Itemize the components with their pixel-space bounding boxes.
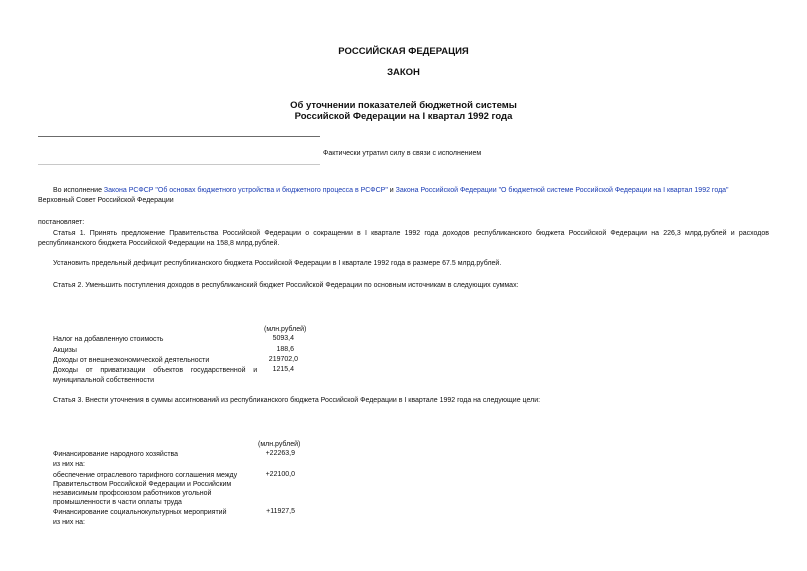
deficit-text: Установить предельный дефицит республиканского бюджета Российской Федерации в I квартале 1992 года в размере 67.5 млрд.рублей. — [53, 260, 502, 267]
separator-line — [38, 136, 320, 137]
table1-row-value: 219702,0 — [268, 356, 298, 363]
table2-unit: (млн.рублей) — [258, 441, 301, 448]
article2-text: Статья 2. Уменьшить поступления доходов в республиканский бюджет Российской Федерации по основным источникам в следующих суммах: — [53, 282, 519, 289]
table2-row-value: +22100,0 — [265, 471, 295, 478]
table2-row-sublabel: из них на: — [53, 519, 85, 526]
table1-row-value: 5093,4 — [272, 335, 294, 342]
table2-row-label-continued: промышленности в части оплаты труда — [53, 499, 182, 506]
table2-row-label: Финансирование народного хозяйства — [53, 451, 179, 458]
table1-row-label: Акцизы — [53, 347, 77, 354]
separator-line-light — [38, 164, 320, 165]
document-type: ЗАКОН — [387, 67, 420, 78]
table1-row-label: Налог на добавленную стоимость — [53, 336, 164, 343]
preamble-council: Верховный Совет Российской Федерации — [38, 197, 174, 204]
budget-system-law-link[interactable]: Закона Российской Федерации "О бюджетной системе Российской Федерации на I квартал 1992 года" — [395, 187, 729, 194]
status-note: Фактически утратил силу в связи с исполнением — [323, 150, 482, 157]
preamble-conjunction: и — [387, 187, 396, 194]
table2-row-value: +22263,9 — [265, 450, 295, 457]
article1-line1: Статья 1. Принять предложение Правительства Российской Федерации о сокращении в I квартале 1992 года доходов республиканского бюджета Российской Федерации на 226,3 млрд.рублей и расходов — [53, 230, 769, 237]
table2-row-value: +11927,5 — [266, 508, 295, 515]
table1-row-value: 1215,4 — [272, 366, 294, 373]
title-line-1: Об уточнении показателей бюджетной системы — [290, 100, 517, 111]
table2-row-label: обеспечение отраслевого тарифного соглашения между — [53, 472, 238, 479]
table1-row-label: Доходы от приватизации объектов государственной и — [53, 367, 258, 374]
table1-row-value: 188,6 — [276, 346, 294, 353]
table2-row-label-continued: независимым профсоюзом работников угольной — [53, 490, 212, 497]
table1-row-label-continued: муниципальной собственности — [53, 377, 154, 384]
table1-unit: (млн.рублей) — [264, 326, 307, 333]
table1-row-label: Доходы от внешнеэкономической деятельности — [53, 357, 210, 364]
article1-line2: республиканского бюджета Российской Федерации на 158,8 млрд.рублей. — [38, 240, 280, 247]
preamble-line — [53, 186, 773, 196]
table2-row-sublabel: из них на: — [53, 461, 85, 468]
article3-text: Статья 3. Внести уточнения в суммы ассигнований из республиканского бюджета Российской Федерации в I квартале 1992 года на следующие цели: — [53, 397, 541, 404]
table2-row-label: Финансирование социальнокультурных мероприятий — [53, 509, 227, 516]
resolves-text: постановляет: — [38, 219, 85, 226]
country-heading: РОССИЙСКАЯ ФЕДЕРАЦИЯ — [338, 46, 469, 57]
table2-row-label-continued: Правительством Российской Федерации и Российским — [53, 481, 232, 488]
preamble-prefix: Во исполнение — [53, 187, 104, 194]
budget-law-link[interactable]: Закона РСФСР "Об основах бюджетного устройства и бюджетного процесса в РСФСР" — [103, 187, 388, 194]
title-line-2: Российской Федерации на I квартал 1992 года — [294, 111, 513, 122]
